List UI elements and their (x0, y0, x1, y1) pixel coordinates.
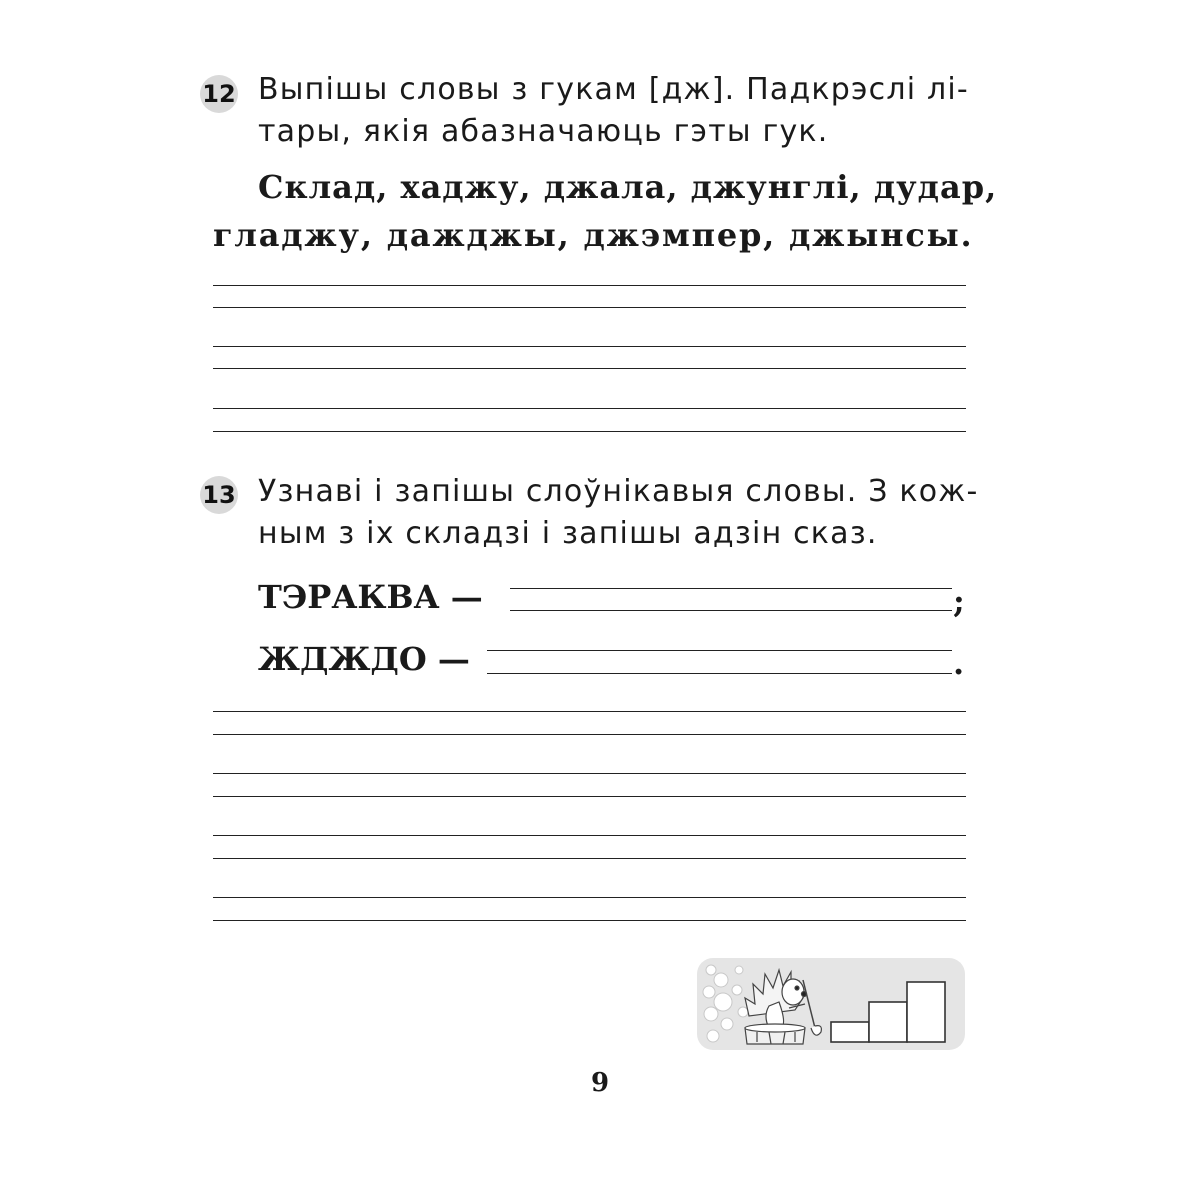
writing-line (213, 346, 966, 347)
task-12-instruction-line-1: Выпішы словы з гукам [дж]. Падкрэслі лі- (258, 72, 969, 107)
answer-line (487, 673, 952, 674)
task-12-number: 12 (200, 75, 238, 113)
writing-line (213, 285, 966, 286)
writing-line (213, 734, 966, 735)
writing-line (213, 897, 966, 898)
task-13-instruction-line-1: Узнаві і запішы слоўнікавыя словы. З кож- (258, 474, 979, 509)
task-13-item-1-label: ТЭРАКВА — (258, 578, 483, 616)
writing-line (213, 711, 966, 712)
task-12-instruction-line-2: тары, якія абазначаюць гэты гук. (258, 114, 829, 149)
task-13-number: 13 (200, 476, 238, 514)
answer-line (510, 610, 952, 611)
hedgehog-with-steps-icon (697, 958, 965, 1050)
task-13-item-1-end: ; (953, 582, 965, 620)
writing-line (213, 431, 966, 432)
answer-line (510, 588, 952, 589)
task-12-words-line-1: Склад, хаджу, джала, джунглі, дудар, (258, 168, 998, 206)
self-assessment-badge (697, 958, 965, 1050)
task-13-instruction-line-2: ным з іх складзі і запішы адзін сказ. (258, 516, 878, 551)
answer-line (487, 650, 952, 651)
writing-line (213, 307, 966, 308)
writing-line (213, 408, 966, 409)
task-13-item-2-label: ЖДЖДО — (258, 640, 470, 678)
page-number: 9 (590, 1068, 610, 1098)
task-12-words-line-2: гладжу, дажджы, джэмпер, джынсы. (213, 216, 974, 254)
writing-line (213, 835, 966, 836)
writing-line (213, 796, 966, 797)
task-13-item-2-end: . (953, 644, 965, 682)
writing-line (213, 858, 966, 859)
writing-line (213, 920, 966, 921)
writing-line (213, 368, 966, 369)
writing-line (213, 773, 966, 774)
